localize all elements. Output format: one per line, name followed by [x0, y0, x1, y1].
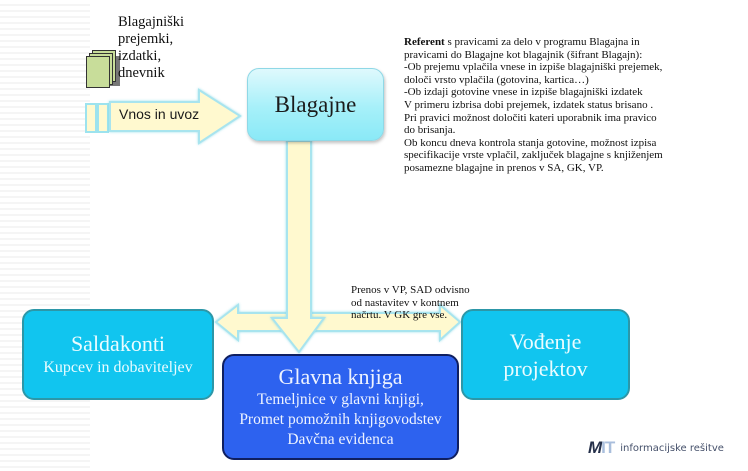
referent-para4: V primeru izbrisa dobi prejemek, izdatek status brisano . Pri pravici možnost določiti kateri uporabnik ima pravico do brisanja.	[404, 98, 657, 137]
node-saldakonti[interactable]	[22, 309, 214, 400]
logo-mark	[588, 438, 614, 458]
node-vodenje-title-1: Vođenje	[509, 328, 582, 354]
input-arrow-label: Vnos in uvoz	[119, 106, 200, 122]
node-saldakonti-subtitle: Kupcev in dobaviteljev	[43, 358, 193, 376]
mit-logo	[588, 438, 724, 458]
node-glavna-knjiga-line: Promet pomožnih knjigovodstev	[239, 411, 442, 428]
logo-text: informacijske rešitve	[620, 442, 724, 454]
referent-para3: -Ob izdaji gotovine vnese in izpiše blagajniški izdatek	[404, 86, 643, 99]
node-blagajne[interactable]	[247, 68, 384, 141]
referent-para2: -Ob prejemu vplačila vnese in izpiše blagajniški prejemek, določi vrsto vplačila (gotovina, kartica…)	[404, 61, 663, 86]
transfer-note-line: Prenos v VP, SAD odvisno	[351, 284, 470, 296]
node-glavna-knjiga-line: Davčna evidenca	[287, 431, 394, 448]
node-glavna-knjiga-title: Glavna knjiga	[278, 364, 403, 389]
node-vodenje-projektov[interactable]	[461, 309, 630, 400]
input-docs-line: dnevnik	[118, 65, 165, 81]
input-docs-line: prejemki,	[118, 31, 174, 47]
input-docs-line: Blagajniški	[118, 14, 185, 30]
node-glavna-knjiga-line: Temeljnice v glavni knjigi,	[257, 391, 424, 408]
node-saldakonti-title: Saldakonti	[70, 330, 166, 356]
referent-para1-text: s pravicami za delo v programu Blagajna in pravicami do Blagajne kot blagajnik (šifrant Blagajn):	[404, 36, 643, 61]
referent-para1	[404, 36, 666, 61]
referent-bold-lead: Referent	[404, 36, 445, 48]
referent-note	[404, 36, 666, 175]
logo-mark-m: M	[588, 438, 602, 457]
input-docs-line: izdatki,	[118, 48, 162, 64]
transfer-note-line: načrtu. V GK gre vse.	[351, 309, 448, 322]
referent-para5: Ob koncu dneva kontrola stanja gotovine, možnost izpisa specifikacije vrste vplačil, zaključek blagajne s knjiženjem posamezne blagajne in prenos v SA, GK, VP.	[404, 136, 663, 174]
node-blagajne-title: Blagajne	[274, 91, 357, 117]
node-glavna-knjiga[interactable]	[222, 354, 459, 460]
logo-mark-it: IT	[601, 438, 615, 457]
node-vodenje-title-2: projektov	[503, 355, 588, 381]
transfer-note-line: od nastavitev v kontnem	[351, 296, 459, 309]
